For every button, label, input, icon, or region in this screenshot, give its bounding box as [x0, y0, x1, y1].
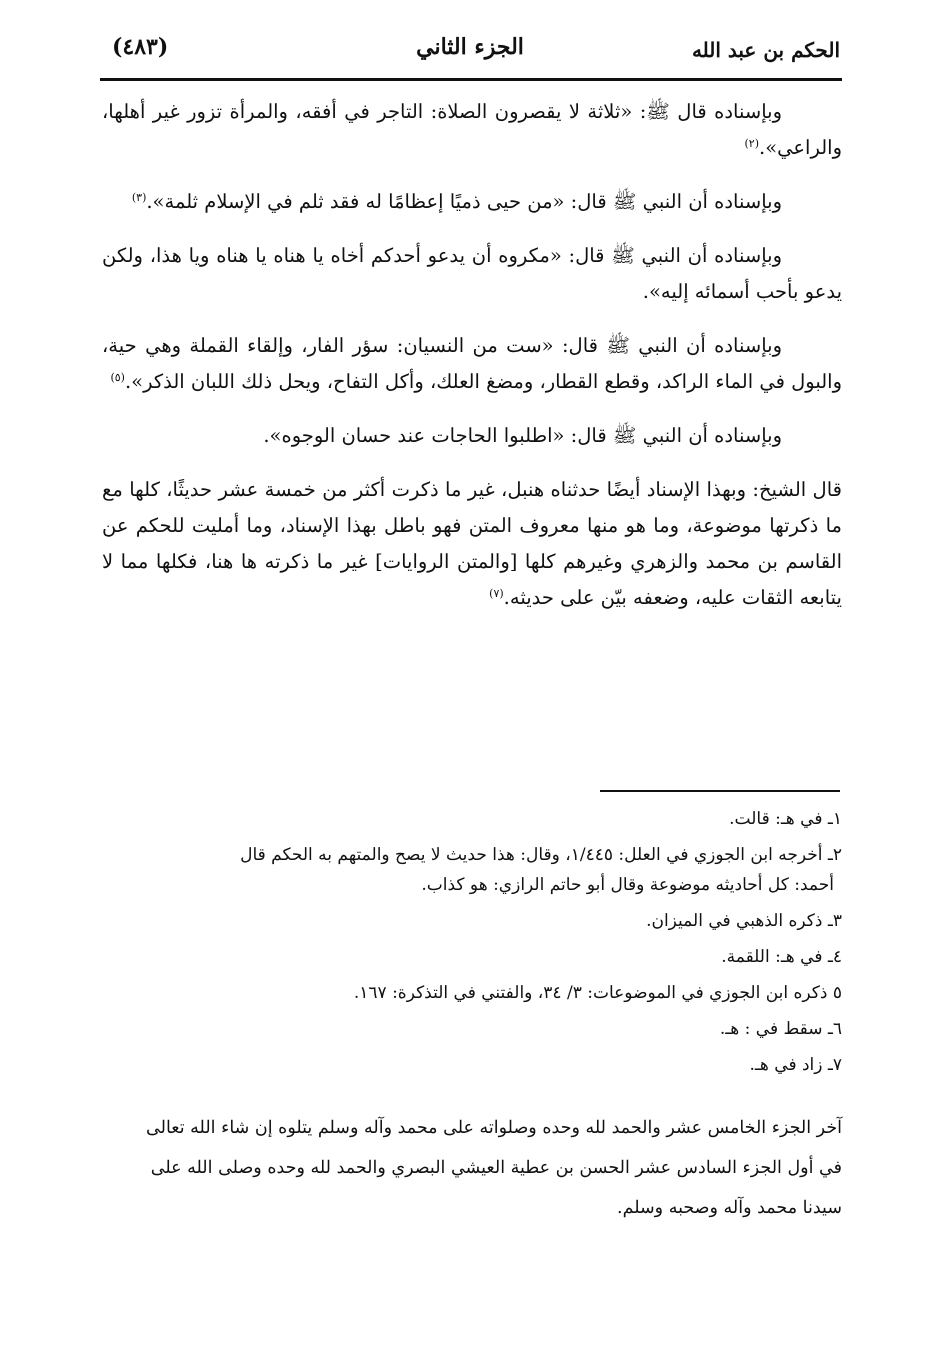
footnote-1: ١ـ في هـ: قالت.: [729, 809, 842, 829]
main-text: [102, 94, 842, 634]
footnote-2: [102, 840, 842, 900]
colophon: [102, 1108, 842, 1228]
footnote-7: ٧ـ زاد في هـ.: [749, 1055, 842, 1075]
colophon-line-1: آخر الجزء الخامس عشر والحمد لله وحده وصلواته على محمد وآله وسلم يتلوه إن شاء الله تعالى: [146, 1118, 842, 1138]
paragraph-text: قال الشيخ: وبهذا الإسناد أيضًا حدثناه هنبل، غير ما ذكرت أكثر من خمسة عشر حديثًا، كلها مع ما ذكرتها موضوعة، وما هو منها معروف المتن فهو باطل بهذا الإسناد، وما أمليت للحكم عن القاسم بن محمد والزهري وغيرهم كلها [والمتن الروايات] غير ما ذكرته ها هنا، فكلها مما لا يتابعه الثقات عليه، وضعفه بيّن على حديثه.: [102, 478, 842, 609]
footnotes: [102, 804, 842, 1086]
footnote-mark: (٧): [489, 587, 504, 600]
footnote-mark: (٥): [110, 371, 125, 384]
header-rule: [100, 78, 842, 81]
footnote-2-line-1: ٢ـ أخرجه ابن الجوزي في العلل: ١/٤٤٥، وقال: هذا حديث لا يصح والمتهم به الحكم قال: [240, 845, 842, 865]
footnote-3: ٣ـ ذكره الذهبي في الميزان.: [646, 911, 842, 931]
hadith-paragraph-1: [102, 94, 842, 166]
volume-title: الجزء الثاني: [416, 34, 524, 60]
footnote-mark: (٣): [131, 191, 147, 204]
hadith-paragraph-4: [102, 328, 842, 400]
sheikh-commentary: [102, 472, 842, 616]
colophon-line-3: سيدنا محمد وآله وصحبه وسلم.: [617, 1198, 842, 1218]
hadith-paragraph-2: [102, 184, 842, 220]
footnote-4: ٤ـ في هـ: اللقمة.: [721, 947, 842, 967]
hadith-paragraph-3: [102, 238, 842, 310]
running-title: الحكم بن عبد الله: [691, 38, 840, 62]
paragraph-text: وبإسناده أن النبي ﷺ قال: «من حيى ذميًا إعظامًا له فقد ثلم في الإسلام ثلمة».: [146, 190, 782, 213]
page-number: (٤٨٣): [112, 34, 169, 60]
hadith-paragraph-5: [102, 418, 842, 454]
footnote-mark: (٢): [744, 137, 760, 150]
footnote-2-line-2: أحمد: كل أحاديثه موضوعة وقال أبو حاتم الرازي: هو كذاب.: [421, 875, 834, 895]
paragraph-text: وبإسناده أن النبي ﷺ قال: «مكروه أن يدعو أحدكم أخاه يا هناه يا هناه ويا هذا، ولكن يدعو بأحب أسمائه إليه».: [102, 244, 842, 303]
footnote-6: ٦ـ سقط في : هـ.: [719, 1019, 842, 1039]
paragraph-text: وبإسناده أن النبي ﷺ قال: «اطلبوا الحاجات عند حسان الوجوه».: [263, 424, 782, 447]
footnote-separator: [600, 790, 840, 792]
page-header: [100, 28, 840, 74]
paragraph-text: وبإسناده قال ﷺ: «ثلاثة لا يقصرون الصلاة: التاجر في أفقه، والمرأة تزور غير أهلها، والراعي».: [102, 100, 842, 159]
paragraph-text: وبإسناده أن النبي ﷺ قال: «ست من النسيان: سؤر الفار، وإلقاء القملة وهي حية، والبول في الماء الراكد، وقطع القطار، ومضغ العلك، وأكل التفاح، ويحل ذلك اللبان الذكر».: [102, 334, 842, 393]
colophon-line-2: في أول الجزء السادس عشر الحسن بن عطية العيشي البصري والحمد لله وحده وصلى الله على: [150, 1158, 842, 1178]
footnote-5: ٥ ذكره ابن الجوزي في الموضوعات: ٣/ ٣٤، والفتني في التذكرة: ١٦٧.: [353, 983, 842, 1003]
